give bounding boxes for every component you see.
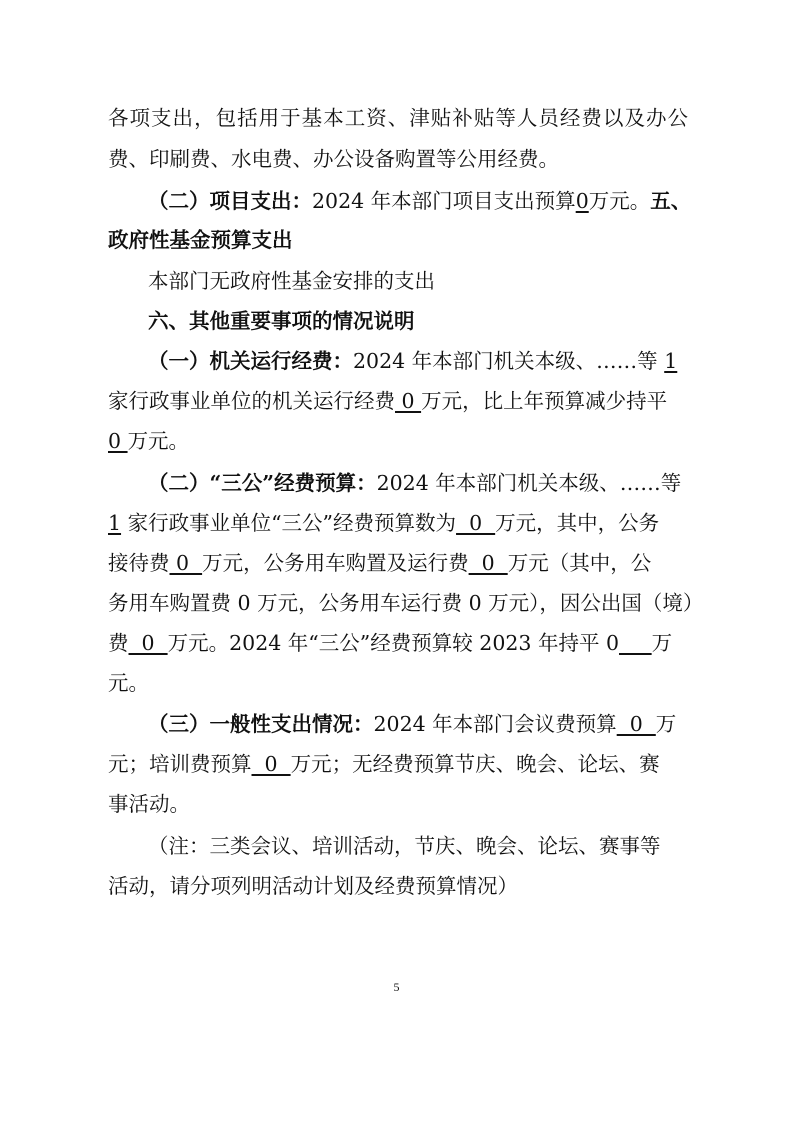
paragraph-line [148, 261, 688, 301]
text-span: 元；培训费预算 [108, 752, 252, 776]
page-number: 5 [393, 980, 400, 994]
text-span: 万 [655, 712, 677, 736]
text-span: 万元，其中，公务 [495, 511, 660, 535]
text-span: 万元（其中，公 [507, 551, 652, 575]
text-span: 万元，比上年预算减少持平 [421, 389, 668, 413]
paragraph-line [108, 784, 688, 824]
paragraph-line [148, 826, 688, 866]
amount-value: 0 [108, 429, 128, 453]
paragraph-line [108, 583, 704, 623]
text-span: 家行政事业单位“三公”经费预算数为 [127, 511, 457, 535]
text-span: 务用车购置费 0 万元，公务用车运行费 0 万元），因公出国（境） [108, 591, 704, 615]
amount-value: 0 [456, 511, 496, 535]
text-span: 费、印刷费、水电费、办公设备购置等公用经费。 [108, 147, 559, 171]
text-span: 费 [108, 631, 129, 655]
amount-value [619, 631, 652, 655]
paragraph-line [108, 543, 688, 583]
note-text: 活动，请分项列明活动计划及经费预算情况） [108, 874, 518, 898]
paragraph-line [108, 139, 688, 179]
text-span: 万 [651, 631, 673, 655]
amount-value: 0 [251, 752, 291, 776]
section-heading: 五、 [650, 189, 692, 213]
paragraph-line [108, 98, 688, 138]
text-span: 2024 年本部门项目支出预算 [312, 189, 576, 213]
text-span: 事活动。 [108, 792, 190, 816]
amount-value: 0 [169, 551, 203, 575]
paragraph-line [148, 463, 688, 503]
paragraph-line [108, 421, 688, 461]
amount-value: 0 [616, 712, 656, 736]
text-span: 各项支出，包括用于基本工资、津贴补贴等人员经费以及办公 [108, 106, 688, 130]
section-heading: （一）机关运行经费： [148, 349, 353, 373]
amount-value: 0 [575, 189, 589, 213]
text-span: 万元，公务用车购置及运行费 [202, 551, 469, 575]
paragraph-line [108, 866, 688, 906]
text-span: 元。 [108, 671, 149, 695]
section-heading: 政府性基金预算支出 [108, 228, 293, 252]
text-span: 家行政事业单位的机关运行经费 [108, 389, 395, 413]
amount-value: 0 [395, 389, 422, 413]
text-span: 2024 年本部门机关本级、……等 [353, 349, 658, 373]
text-span: 万元。 [127, 429, 190, 453]
text-span: 万元。2024 年“三公”经费预算较 2023 年持平 0 [167, 631, 620, 655]
section-heading: （三）一般性支出情况： [148, 712, 374, 736]
paragraph-line [148, 301, 688, 341]
text-span: 万元；无经费预算节庆、晚会、论坛、赛 [290, 752, 660, 776]
text-span: 万元。 [588, 189, 651, 213]
amount-value: 0 [468, 551, 508, 575]
section-heading: （二）项目支出： [148, 189, 312, 213]
paragraph-line [148, 341, 688, 381]
amount-value: 0 [128, 631, 168, 655]
paragraph-line [148, 704, 688, 744]
paragraph-line [108, 381, 688, 421]
amount-value: 1 [108, 511, 122, 535]
paragraph-line [108, 623, 688, 663]
note-text: （注：三类会议、培训活动，节庆、晚会、论坛、赛事等 [148, 834, 661, 858]
text-span: 2024 年本部门机关本级、……等 [376, 471, 682, 495]
paragraph-line [108, 220, 688, 260]
section-heading: （二）“三公”经费预算： [148, 471, 377, 495]
amount-value: 1 [664, 349, 678, 373]
text-span: 本部门无政府性基金安排的支出 [148, 269, 435, 293]
paragraph-line [148, 181, 692, 221]
paragraph-line [108, 744, 688, 784]
paragraph-line [108, 503, 688, 543]
text-span: 接待费 [108, 551, 170, 575]
paragraph-line [108, 663, 688, 703]
section-heading: 六、其他重要事项的情况说明 [148, 309, 415, 333]
text-span: 2024 年本部门会议费预算 [373, 712, 617, 736]
